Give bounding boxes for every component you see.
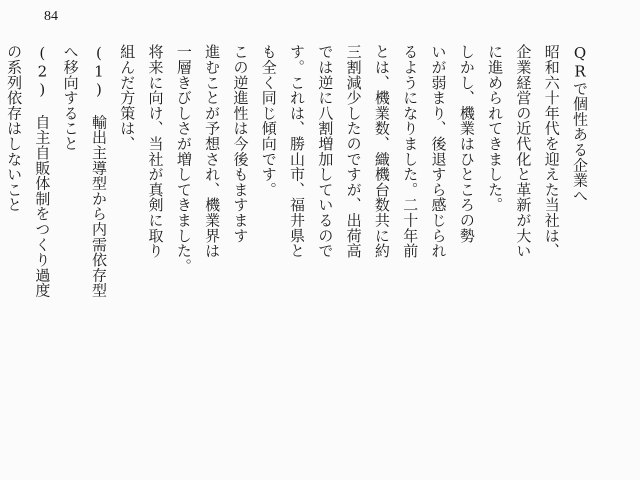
text-line: 将来に向け、当社が真剣に取り bbox=[146, 44, 165, 259]
text-line: るようになりました。二十年前 bbox=[401, 44, 420, 259]
text-line: (1) 輸出主導型から内需依存型 bbox=[89, 44, 108, 298]
text-line: しかし、機業はひところの勢 bbox=[457, 44, 476, 243]
page-number: 84 bbox=[44, 9, 58, 24]
text-line: とは、機業数、織機台数共に約 bbox=[372, 44, 391, 259]
text-line: も全く同じ傾向です。 bbox=[259, 44, 278, 197]
text-line: 一層きびしさが増してきました。 bbox=[174, 44, 193, 274]
text-line: では逆に八割増加しているので bbox=[316, 44, 335, 259]
text-line: の系列依存はしないこと bbox=[5, 44, 24, 213]
text-line: 三割減少したのですが、出荷高 bbox=[344, 44, 363, 259]
text-line: (2) 自主自販体制をつくり過度 bbox=[33, 44, 52, 298]
text-line: 企業経営の近代化と革新が大い bbox=[514, 44, 533, 259]
text-line: この逆進性は今後もますます bbox=[231, 44, 250, 243]
vertical-text-body bbox=[5, 44, 594, 454]
text-line: 昭和六十年代を迎えた当社は、 bbox=[542, 44, 561, 259]
text-line: いが弱まり、後退すら感じられ bbox=[429, 44, 448, 259]
text-line: 組んだ方策は、 bbox=[118, 44, 137, 152]
text-line: へ移向すること bbox=[61, 44, 80, 152]
text-line: QRで個性ある企業へ bbox=[571, 44, 589, 203]
text-line: 進むことが予想され、機業界は bbox=[203, 44, 222, 259]
text-line: に進められてきました。 bbox=[486, 44, 505, 213]
text-line: す。これは、勝山市、福井県と bbox=[288, 44, 307, 259]
